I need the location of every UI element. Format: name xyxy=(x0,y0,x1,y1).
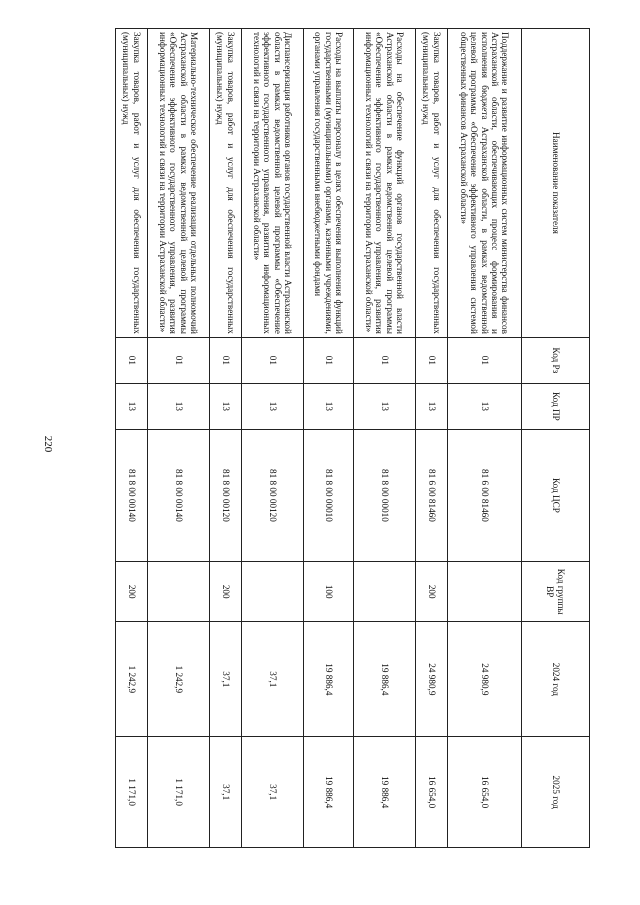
row-csr: 81 6 00 81460 xyxy=(416,429,448,561)
row-name: Закупка товаров, работ и услуг для обеспечения государственных (муниципальных) нужд xyxy=(116,29,148,338)
row-2024: 37,1 xyxy=(210,622,242,737)
table-row xyxy=(304,29,354,848)
table-row xyxy=(210,29,242,848)
row-name: Закупка товаров, работ и услуг для обеспечения государственных (муниципальных) нужд xyxy=(210,29,242,338)
row-2025: 16 654,0 xyxy=(416,737,448,848)
row-vr: 200 xyxy=(210,562,242,622)
row-2025: 19 886,4 xyxy=(354,737,416,848)
row-2024: 24 980,9 xyxy=(416,622,448,737)
row-csr: 81 8 00 00010 xyxy=(354,429,416,561)
row-pr: 13 xyxy=(416,383,448,429)
row-rz: 01 xyxy=(148,337,210,383)
row-vr xyxy=(448,562,522,622)
row-2024: 19 886,4 xyxy=(304,622,354,737)
row-2025: 37,1 xyxy=(210,737,242,848)
table-header-row xyxy=(522,29,590,848)
row-csr: 81 8 00 00120 xyxy=(242,429,304,561)
header-2024: 2024 год xyxy=(522,622,590,737)
row-rz: 01 xyxy=(210,337,242,383)
table-row xyxy=(242,29,304,848)
row-vr xyxy=(148,562,210,622)
header-2025: 2025 год xyxy=(522,737,590,848)
row-pr: 13 xyxy=(148,383,210,429)
row-csr: 81 6 00 81460 xyxy=(448,429,522,561)
row-name: Расходы на выплаты персоналу в целях обеспечения выполнения функций государственными (муниципальными) органами, казенными учреждениями, органами управления государственными внебюджетными фондами xyxy=(304,29,354,338)
header-rz: Код Рз xyxy=(522,337,590,383)
row-vr xyxy=(354,562,416,622)
row-rz: 01 xyxy=(242,337,304,383)
header-name: Наименование показателя xyxy=(522,29,590,338)
budget-table-container xyxy=(121,28,590,848)
table-row xyxy=(116,29,148,848)
row-pr: 13 xyxy=(116,383,148,429)
row-csr: 81 8 00 00140 xyxy=(148,429,210,561)
row-pr: 13 xyxy=(304,383,354,429)
row-rz: 01 xyxy=(354,337,416,383)
budget-table xyxy=(115,28,590,848)
row-rz: 01 xyxy=(304,337,354,383)
row-vr: 200 xyxy=(416,562,448,622)
row-rz: 01 xyxy=(416,337,448,383)
row-2024: 37,1 xyxy=(242,622,304,737)
header-csr: Код ЦСР xyxy=(522,429,590,561)
table-row xyxy=(448,29,522,848)
table-row xyxy=(416,29,448,848)
row-2025: 16 654,0 xyxy=(448,737,522,848)
row-csr: 81 8 00 00120 xyxy=(210,429,242,561)
row-vr: 200 xyxy=(116,562,148,622)
row-2024: 19 886,4 xyxy=(354,622,416,737)
row-pr: 13 xyxy=(210,383,242,429)
row-pr: 13 xyxy=(448,383,522,429)
row-2024: 1 242,9 xyxy=(148,622,210,737)
row-2025: 37,1 xyxy=(242,737,304,848)
table-row xyxy=(148,29,210,848)
header-vr: Код группы ВР xyxy=(522,562,590,622)
row-name: Расходы на обеспечение функций органов государственной власти Астраханской области в рамках ведомственной целевой программы «Обеспечение эффективного государственного управления, развития информационных технологий и связи на территории Астраханской области» xyxy=(354,29,416,338)
row-name: Диспансеризация работников органов государственной власти Астраханской области в рамках ведомственной целевой программы «Обеспечение эффективного государственного управления, развития информационных технологий и связи на территории Астраханской области» xyxy=(242,29,304,338)
row-name: Поддержание и развитие информационных систем министерства финансов Астраханской области, обеспечивающих процесс формирования и исполнения бюджета Астраханской области, в рамках ведомственной целевой программы «Обеспечение эффективного управления системой общественных финансов Астраханской области» xyxy=(448,29,522,338)
row-2024: 24 980,9 xyxy=(448,622,522,737)
table-row xyxy=(354,29,416,848)
row-csr: 81 8 00 00140 xyxy=(116,429,148,561)
row-pr: 13 xyxy=(354,383,416,429)
row-name: Закупка товаров, работ и услуг для обеспечения государственных (муниципальных) нужд xyxy=(416,29,448,338)
row-2024: 1 242,9 xyxy=(116,622,148,737)
row-vr xyxy=(242,562,304,622)
row-vr: 100 xyxy=(304,562,354,622)
row-name: Материально-техническое обеспечение реализации отдельных полномочий Астраханской области в рамках ведомственной целевой программы «Обеспечение эффективного государственного управления, развития информационных технологий и связи на территории Астраханской области» xyxy=(148,29,210,338)
row-2025: 1 171,0 xyxy=(148,737,210,848)
row-rz: 01 xyxy=(448,337,522,383)
page-number: 220 xyxy=(42,435,54,453)
row-2025: 1 171,0 xyxy=(116,737,148,848)
row-rz: 01 xyxy=(116,337,148,383)
row-2025: 19 886,4 xyxy=(304,737,354,848)
header-pr: Код ПР xyxy=(522,383,590,429)
row-csr: 81 8 00 00010 xyxy=(304,429,354,561)
row-pr: 13 xyxy=(242,383,304,429)
